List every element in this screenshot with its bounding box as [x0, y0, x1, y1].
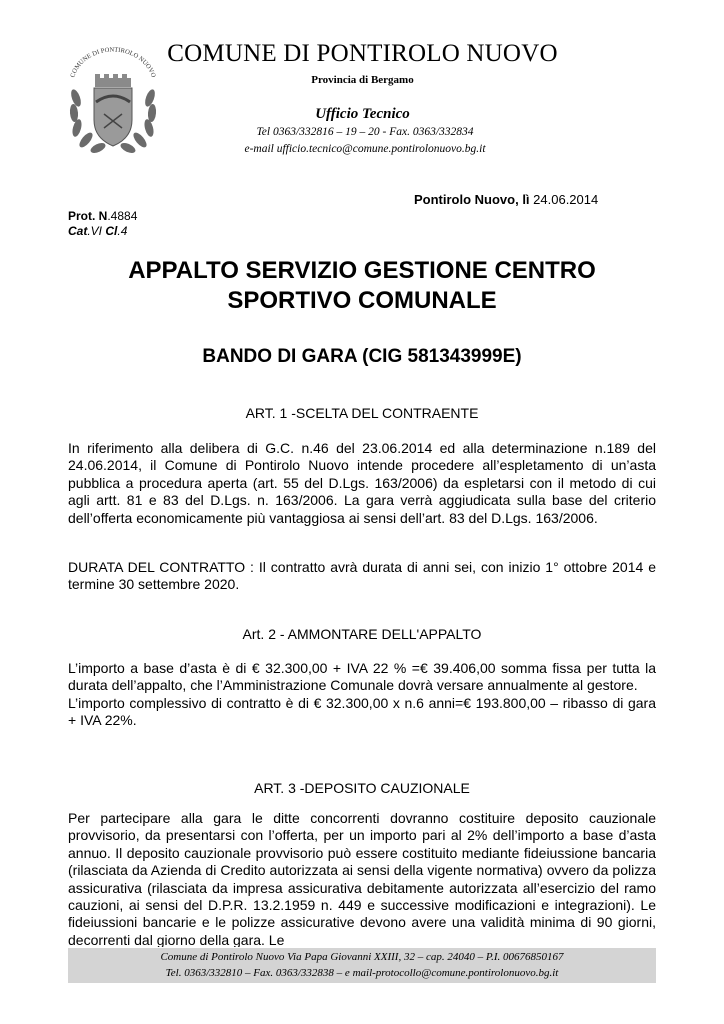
office-name: Ufficio Tecnico	[315, 106, 410, 122]
class-label: Cl	[105, 224, 118, 238]
art2-heading: Art. 2 - AMMONTARE DELL'APPALTO	[242, 626, 482, 642]
footer-contacts: Tel. 0363/332810 – Fax. 0363/332838 – e mail-protocollo@comune.pontirolonuovo.bg.it	[165, 967, 559, 979]
document-date	[414, 192, 598, 207]
tender-subtitle: BANDO DI GARA (CIG 581343999E)	[202, 346, 522, 367]
office-email: e-mail ufficio.tecnico@comune.pontirolonuovo.bg.it	[244, 143, 486, 155]
category-label: Cat	[68, 224, 88, 238]
art2-paragraph	[68, 660, 656, 730]
art1-duration: DURATA DEL CONTRATTO : Il contratto avrà durata di anni sei, con inizio 1° ottobre 2014 e termine 30 settembre 2020.	[68, 559, 656, 593]
category-value: .VI	[87, 224, 106, 238]
class-value: .4	[117, 224, 128, 238]
document-title	[68, 256, 656, 316]
art1-heading: ART. 1 -SCELTA DEL CONTRAENTE	[245, 405, 479, 421]
protocol-number	[68, 209, 137, 223]
title-line-1: APPALTO SERVIZIO GESTIONE CENTRO	[128, 257, 596, 284]
office-phone: Tel 0363/332816 – 19 – 20 - Fax. 0363/332834	[256, 126, 474, 138]
date-value: 24.06.2014	[529, 192, 599, 207]
footer-address: Comune di Pontirolo Nuovo Via Papa Giovanni XXIII, 32 – cap. 24040 – P.I. 00676850167	[160, 951, 564, 963]
art1-paragraph: In riferimento alla delibera di G.C. n.46 del 23.06.2014 ed alla determinazione n.189 del 24.06.2014, il Comune di Pontirolo Nuovo intende procedere all’espletamento di un’asta pubblica a procedura aperta (art. 55 del D.Lgs. 163/2006) da espletarsi con il metodo di cui agli artt. 81 e 83 del D.Lgs. n. 163/2006. La gara verrà aggiudicata sulla base del criterio dell’offerta economicamente più vantaggiosa ai sensi dell’art. 83 del D.Lgs. 163/2006.	[68, 440, 656, 526]
protocol-label: Prot. N	[68, 209, 108, 223]
art2-total-amount: L’importo complessivo di contratto è di € 32.300,00 x n.6 anni=€ 193.800,00 – ribasso di gara + IVA 22%.	[68, 694, 656, 729]
municipality-title: COMUNE DI PONTIROLO NUOVO	[167, 40, 558, 67]
art3-paragraph: Per partecipare alla gara le ditte concorrenti dovranno costituire deposito cauzionale provvisorio, da presentarsi con l’offerta, per un importo pari al 2% dell’importo a base d’asta annuo. Il deposito cauzionale provvisorio può essere costituito mediante fideiussione bancaria (rilasciata da Azienda di Credito autorizzata ai sensi della vigente normativa) ovvero da polizza assicurativa (rilasciata da impresa assicurativa debitamente autorizzata all’esercizio del ramo cauzioni, ai sensi del D.P.R. 13.2.1959 n. 449 e successive modificazioni e integrazioni). Le fideiussioni bancarie e le polizze assicurative devono avere una validità minima di 90 giorni, decorrenti dal giorno della gara. Le	[68, 810, 656, 947]
crest-text: COMUNE DI PONTIROLO NUOVO	[69, 46, 157, 79]
category-class	[68, 224, 127, 238]
art2-base-amount: L’importo a base d’asta è di € 32.300,00 + IVA 22 % =€ 39.406,00 somma fissa per tutta la durata dell’appalto, che l’Amministrazione Comunale dovrà versare annualmente al gestore.	[68, 660, 656, 694]
protocol-value: .4884	[107, 209, 138, 223]
page-footer	[68, 948, 656, 983]
municipal-crest-icon	[64, 38, 162, 158]
date-label: Pontirolo Nuovo, lì	[414, 192, 530, 207]
title-line-2: SPORTIVO COMUNALE	[227, 287, 497, 314]
province-label: Provincia di Bergamo	[311, 74, 414, 86]
art3-heading: ART. 3 -DEPOSITO CAUZIONALE	[254, 780, 470, 796]
